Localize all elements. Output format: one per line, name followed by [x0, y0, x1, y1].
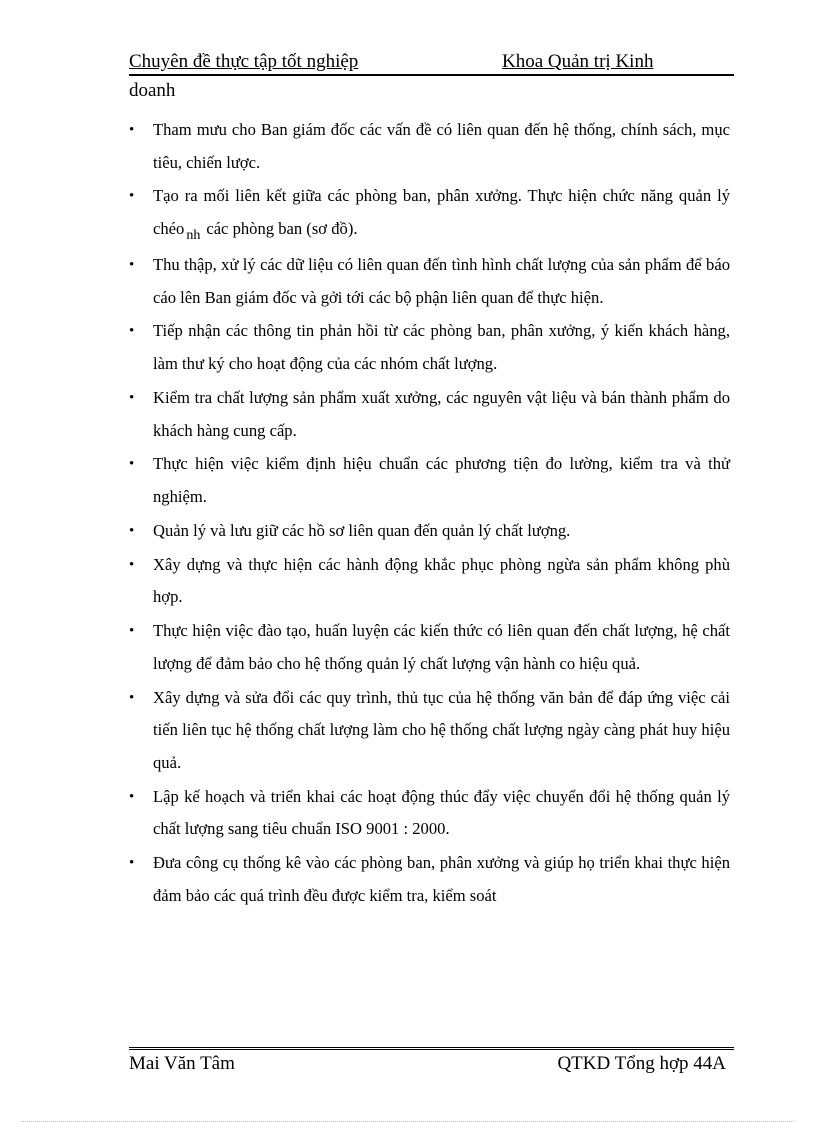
list-item-text: Đưa công cụ thống kê vào các phòng ban, phân xưởng và giúp họ triển khai thực hiện đảm bảo các quá trình đều được kiểm tra, kiểm soát [153, 853, 730, 905]
list-item-text: Tạo ra mối liên kết giữa các phòng ban, phân xưởng. Thực hiện chức năng quản lý chéo [153, 186, 730, 239]
page-footer [129, 1047, 734, 1076]
list-item [129, 180, 730, 247]
list-item [129, 549, 730, 614]
header-title-right: Khoa Quản trị Kinh [502, 51, 654, 72]
list-item [129, 847, 730, 912]
list-item-text-tail: các phòng ban (sơ đồ). [206, 219, 358, 239]
responsibility-list [129, 114, 730, 913]
header-title-left: Chuyên đề thực tập tốt nghiệp [129, 51, 359, 72]
list-item-text: Thực hiện việc kiểm định hiệu chuẩn các phương tiện đo lường, kiểm tra và thử nghiệm. [153, 454, 730, 507]
list-item [129, 682, 730, 780]
list-item [129, 114, 730, 179]
list-item-text: Thực hiện việc đào tạo, huấn luyện các kiến thức có liên quan đến chất lượng, hệ chất lượng để đảm bảo cho hệ thống quản lý chất lượng vận hành co hiệu quả. [153, 621, 730, 673]
header-line [129, 50, 734, 76]
footer-author: Mai Văn Tâm [129, 1053, 235, 1074]
list-item [129, 249, 730, 314]
list-item-text: Tham mưu cho Ban giám đốc các vấn đề có liên quan đến hệ thống, chính sách, mục tiêu, chiến lược. [153, 120, 730, 172]
document-body [129, 114, 730, 914]
list-item [129, 382, 730, 447]
list-item-text: Tiếp nhận các thông tin phản hồi từ các phòng ban, phân xưởng, ý kiến khách hàng, làm thư ký cho hoạt động của các nhóm chất lượng. [153, 321, 730, 374]
list-item-text: Quản lý và lưu giữ các hồ sơ liên quan đến quản lý chất lượng. [153, 520, 571, 540]
list-item-text: Xây dựng và thực hiện các hành động khắc phục phòng ngừa sản phẩm không phù hợp. [153, 554, 730, 607]
header-title-continuation: doanh [129, 80, 176, 101]
list-item [129, 315, 730, 380]
list-item-text: Kiểm tra chất lượng sản phẩm xuất xưởng, các nguyên vật liệu và bán thành phẩm do khách hàng cung cấp. [153, 387, 730, 440]
footer-class: QTKD Tổng hợp 44A [557, 1053, 726, 1074]
subscript-fragment: nh [186, 228, 201, 244]
page-header [129, 50, 734, 103]
list-item-text: Thu thập, xử lý các dữ liệu có liên quan đến tình hình chất lượng của sản phẩm để báo cáo lên Ban giám đốc và gởi tới các bộ phận liên quan để thực hiện. [153, 254, 730, 307]
list-item-text: Xây dựng và sửa đổi các quy trình, thủ tục của hệ thống văn bản để đáp ứng việc cải tiến liên tục hệ thống chất lượng làm cho hệ thống chất lượng ngày càng phát huy hiệu quả. [153, 687, 730, 772]
list-item [129, 448, 730, 513]
list-item [129, 515, 730, 548]
list-item [129, 781, 730, 846]
list-item [129, 615, 730, 680]
page-edge-divider [22, 1121, 794, 1122]
list-item-text: Lập kế hoạch và triển khai các hoạt động thúc đẩy việc chuyển đổi hệ thống quản lý chất lượng sang tiêu chuẩn ISO 9001 : 2000. [153, 786, 730, 839]
